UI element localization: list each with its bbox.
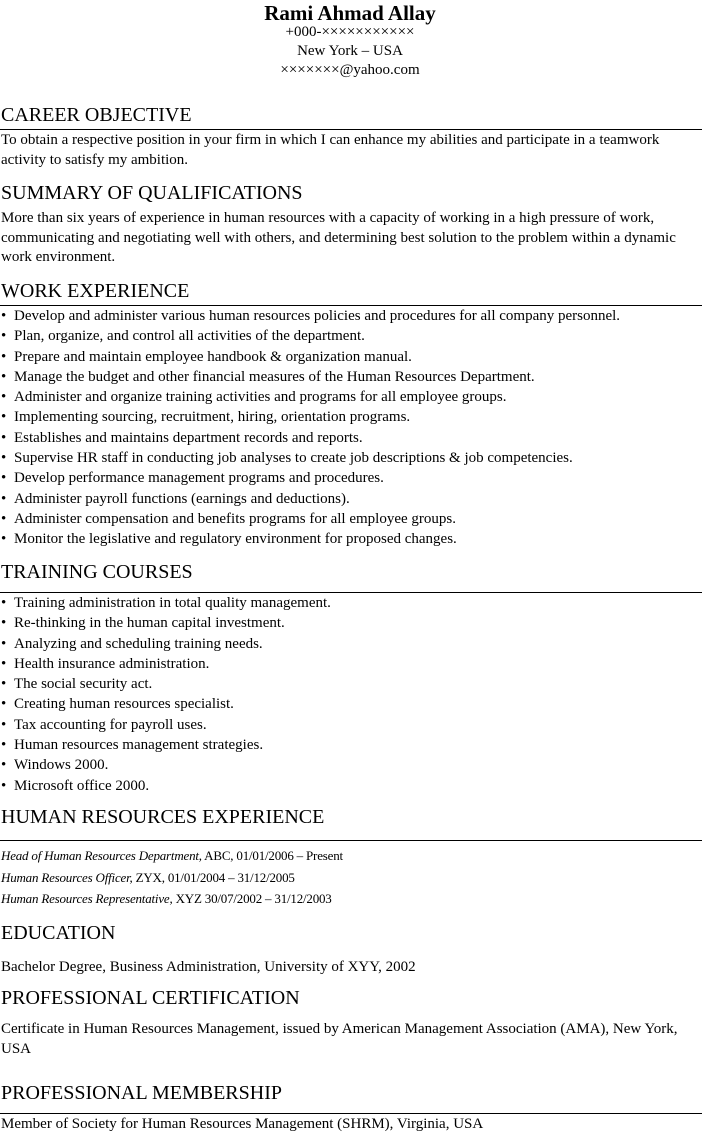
list-item: • Establishes and maintains department records and reports. xyxy=(1,429,363,446)
bullet: • xyxy=(1,490,7,507)
location: New York – USA xyxy=(297,43,403,59)
bullet: • xyxy=(1,635,7,652)
list-item: • Supervise HR staff in conducting job analyses to create job descriptions & job competencies. xyxy=(1,450,573,467)
work-experience-list xyxy=(1,306,620,550)
job-details: XYZ 30/07/2002 – 31/12/2003 xyxy=(172,891,332,906)
job-entry xyxy=(1,869,295,887)
list-item: • Monitor the legislative and regulatory environment for proposed changes. xyxy=(1,531,457,548)
job-entry xyxy=(1,847,343,865)
education-heading: EDUCATION xyxy=(1,922,116,944)
summary-text: More than six years of experience in human resources with a capacity of working in a high pressure of work, communicating and negotiating well with others, and determining best solution to the problem within a dynamic work environment. xyxy=(1,210,676,265)
list-item: • Analyzing and scheduling training needs. xyxy=(1,635,263,652)
bullet: • xyxy=(1,716,7,733)
membership-text: Member of Society for Human Resources Management (SHRM), Virginia, USA xyxy=(1,1116,484,1132)
list-item: • Administer payroll functions (earnings and deductions). xyxy=(1,490,350,507)
summary-heading: SUMMARY OF QUALIFICATIONS xyxy=(1,182,303,204)
career-objective-heading: CAREER OBJECTIVE xyxy=(1,104,192,126)
list-item: • Human resources management strategies. xyxy=(1,737,264,754)
bullet: • xyxy=(1,737,7,754)
bullet: • xyxy=(1,348,7,365)
list-item: • Windows 2000. xyxy=(1,757,109,774)
bullet: • xyxy=(1,531,7,548)
bullet: • xyxy=(1,450,7,467)
bullet: • xyxy=(1,696,7,713)
list-item: • Manage the budget and other financial measures of the Human Resources Department. xyxy=(1,368,535,385)
bullet: • xyxy=(1,308,7,324)
bullet: • xyxy=(1,389,7,406)
section-divider xyxy=(0,840,702,841)
certification-text: Certificate in Human Resources Management, issued by American Management Association (AMA), New York, USA xyxy=(1,1021,678,1057)
bullet: • xyxy=(1,615,7,632)
bullet: • xyxy=(1,676,7,693)
list-item: • Re-thinking in the human capital investment. xyxy=(1,615,285,632)
bullet: • xyxy=(1,470,7,487)
candidate-name: Rami Ahmad Allay xyxy=(264,1,436,25)
email-address: ×××××××@yahoo.com xyxy=(280,62,420,78)
education-text: Bachelor Degree, Business Administration, University of XYY, 2002 xyxy=(1,959,416,975)
list-item: • Microsoft office 2000. xyxy=(1,777,150,794)
job-details: ZYX, 01/01/2004 – 31/12/2005 xyxy=(132,870,295,885)
list-item: • Develop performance management programs and procedures. xyxy=(1,470,384,487)
list-item: • Training administration in total quality management. xyxy=(1,595,331,611)
bullet: • xyxy=(1,368,7,385)
job-entry xyxy=(1,890,332,908)
bullet: • xyxy=(1,409,7,426)
bullet: • xyxy=(1,595,7,611)
bullet: • xyxy=(1,510,7,527)
list-item: • Plan, organize, and control all activities of the department. xyxy=(1,328,365,345)
list-item: • The social security act. xyxy=(1,676,153,693)
list-item: • Implementing sourcing, recruitment, hiring, orientation programs. xyxy=(1,409,411,426)
job-role: Head of Human Resources Department, xyxy=(1,848,202,863)
list-item: • Prepare and maintain employee handbook & organization manual. xyxy=(1,348,412,365)
job-role: Human Resources Officer, xyxy=(1,870,133,885)
job-role: Human Resources Representative, xyxy=(1,891,173,906)
bullet: • xyxy=(1,757,7,774)
list-item: • Tax accounting for payroll uses. xyxy=(1,716,207,733)
list-item: • Develop and administer various human resources policies and procedures for all company personnel. xyxy=(1,308,621,324)
list-item: • Administer and organize training activities and programs for all employee groups. xyxy=(1,389,507,406)
bullet: • xyxy=(1,655,7,672)
phone-number: +000-××××××××××× xyxy=(285,24,415,40)
bullet: • xyxy=(1,328,7,345)
training-courses-heading: TRAINING COURSES xyxy=(1,561,193,583)
section-divider xyxy=(0,1113,702,1114)
list-item: • Administer compensation and benefits programs for all employee groups. xyxy=(1,510,456,527)
training-courses-list xyxy=(1,593,331,796)
bullet: • xyxy=(1,777,7,794)
list-item: • Creating human resources specialist. xyxy=(1,696,234,713)
work-experience-heading: WORK EXPERIENCE xyxy=(1,280,190,302)
bullet: • xyxy=(1,429,7,446)
career-objective-text: To obtain a respective position in your firm in which I can enhance my abilities and participate in a teamwork activity to satisfy my ambition. xyxy=(1,132,660,168)
hr-experience-heading: HUMAN RESOURCES EXPERIENCE xyxy=(1,806,325,828)
list-item: • Health insurance administration. xyxy=(1,655,210,672)
job-details: ABC, 01/01/2006 – Present xyxy=(201,848,343,863)
certification-heading: PROFESSIONAL CERTIFICATION xyxy=(1,987,300,1009)
membership-heading: PROFESSIONAL MEMBERSHIP xyxy=(1,1082,282,1104)
section-divider xyxy=(0,129,702,130)
